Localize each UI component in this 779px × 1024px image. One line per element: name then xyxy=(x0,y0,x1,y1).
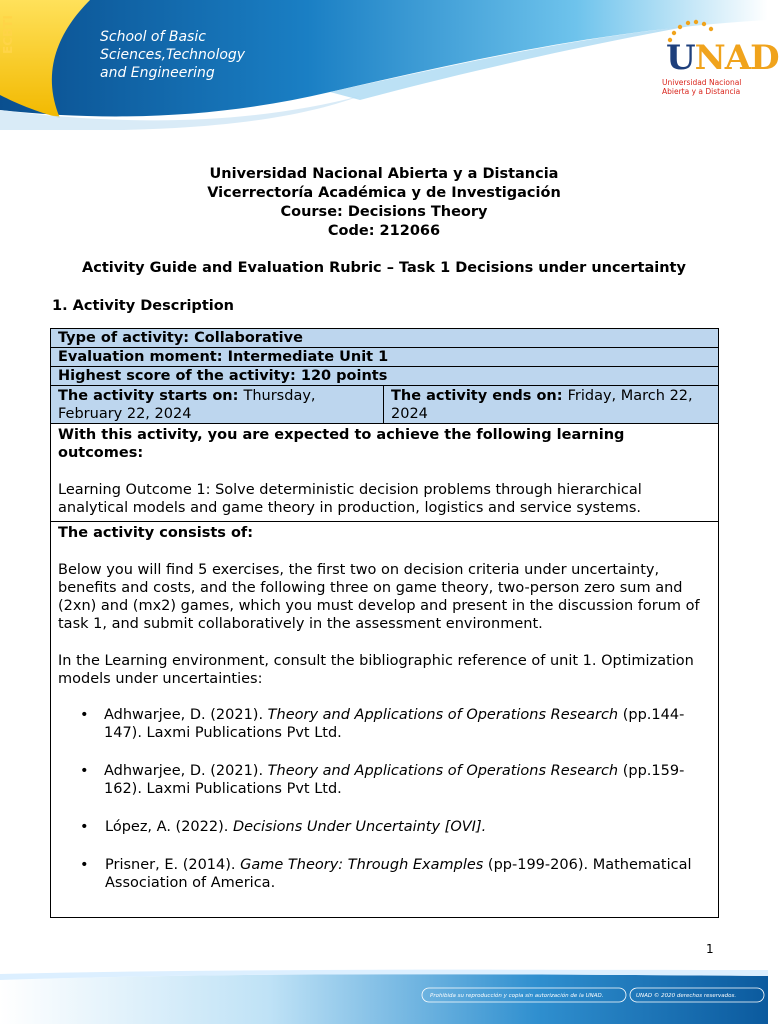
learning-outcome-1: Learning Outcome 1: Solve deterministic decision problems through hierarchical analytical models and game theory in production, logistics and service systems. xyxy=(58,482,642,516)
reference-item: • Prisner, E. (2014). Game Theory: Through Examples (pp-199-206). Mathematical Association of America. xyxy=(58,856,711,892)
consists-paragraph-2: In the Learning environment, consult the bibliographic reference of unit 1. Optimization models under uncertainties: xyxy=(58,653,694,687)
university-name: Universidad Nacional Abierta y a Distancia xyxy=(209,166,559,182)
consists-heading: The activity consists of: xyxy=(58,525,254,541)
reference-item: • Adhwarjee, D. (2021). Theory and Applications of Operations Research (pp.144-147). Laxmi Publications Pvt Ltd. xyxy=(58,706,711,742)
consists-paragraph-1: Below you will find 5 exercises, the first two on decision criteria under uncertainty, benefits and costs, and the following three on game theory, two-person zero sum and (2xn) and (mx2) games, which you must develop and present in the discussion forum of task 1, and submit collaboratively in the assessment environment. xyxy=(58,562,700,632)
activity-table xyxy=(50,328,719,918)
vice-rectory: Vicerrectoría Académica y de Investigación xyxy=(207,185,561,201)
footer-banner xyxy=(0,966,768,1024)
highest-score-row: Highest score of the activity: 120 points xyxy=(51,367,718,386)
document-titles xyxy=(0,165,768,241)
activity-consists-row xyxy=(51,522,718,917)
start-date-cell: The activity starts on: Thursday, February 22, 2024 xyxy=(51,386,384,423)
logo-subtitle: Universidad Nacional Abierta y a Distancia xyxy=(662,78,742,96)
footer-rights: UNAD © 2020 derechos reservados. xyxy=(636,993,737,999)
course-name: Course: Decisions Theory xyxy=(280,204,488,220)
school-name: School of Basic Sciences,Technology and Engineering xyxy=(100,29,246,81)
logo-wordmark: UNAD xyxy=(666,38,779,78)
ecbti-vertical-text xyxy=(0,0,16,56)
section-heading: 1. Activity Description xyxy=(52,298,235,314)
footer-copy-notice: Prohibida su reproducción y copia sin autorización de la UNAD. xyxy=(430,993,604,999)
dates-row xyxy=(51,386,718,424)
outcomes-heading: With this activity, you are expected to achieve the following learning outcomes: xyxy=(58,427,625,461)
svg-text:ECBTI: ECBTI xyxy=(1,15,15,54)
evaluation-moment-row: Evaluation moment: Intermediate Unit 1 xyxy=(51,348,718,367)
course-code: Code: 212066 xyxy=(327,223,441,239)
reference-list xyxy=(58,706,711,892)
end-date-cell: The activity ends on: Friday, March 22, 2024 xyxy=(391,388,693,422)
page-number: 1 xyxy=(706,942,714,956)
reference-item: • López, A. (2022). Decisions Under Uncertainty [OVI]. xyxy=(58,818,711,836)
learning-outcomes-row xyxy=(51,424,718,522)
reference-item: • Adhwarjee, D. (2021). Theory and Applications of Operations Research (pp.159-162). Laxmi Publications Pvt Ltd. xyxy=(58,762,711,798)
activity-type-row: Type of activity: Collaborative xyxy=(51,329,718,348)
header-banner xyxy=(0,0,779,130)
guide-title: Activity Guide and Evaluation Rubric – Task 1 Decisions under uncertainty xyxy=(82,260,686,276)
